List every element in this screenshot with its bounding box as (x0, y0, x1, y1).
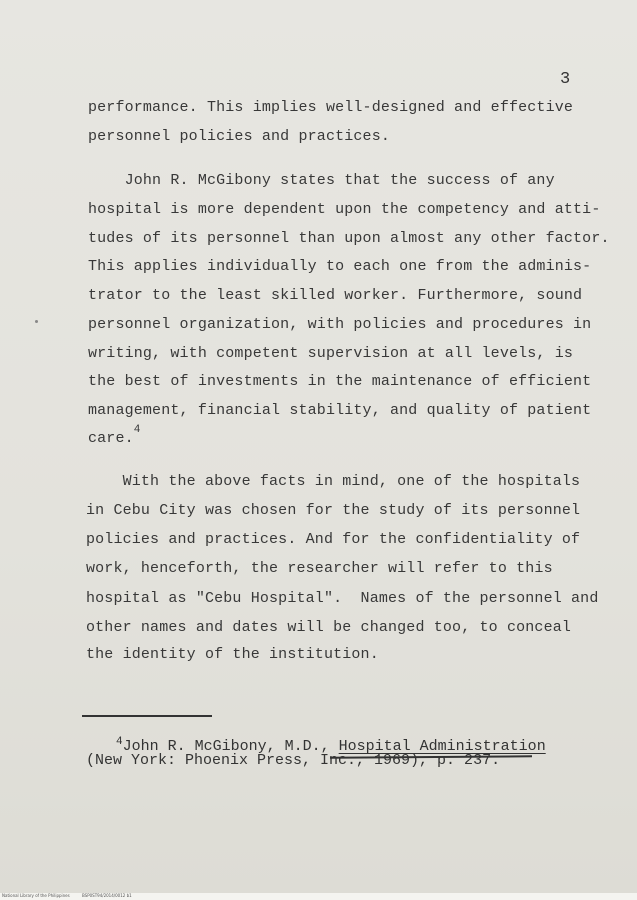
footnote-divider (82, 715, 212, 717)
page-number: 3 (560, 70, 571, 89)
scan-credit-library: National Library of the Philippines (2, 893, 70, 898)
scan-credit-code: BSP0ST94/2014/0012 b1 (82, 893, 132, 898)
paragraph-1-line-2: personnel policies and practices. (88, 128, 390, 145)
paragraph-3-line-7: the identity of the institution. (86, 646, 379, 663)
footnote-reference: 4 (133, 424, 141, 436)
paragraph-3-line-6: other names and dates will be changed too, to conceal (86, 619, 572, 636)
paragraph-1-line-1: performance. This implies well-designed and effective (88, 99, 574, 116)
paragraph-2-line-10 (88, 424, 141, 447)
paragraph-2-line-6: personnel organization, with policies and procedures in (88, 316, 592, 333)
footnote-author: John R. McGibony, M.D., (122, 738, 339, 755)
paragraph-2-line-9: management, financial stability, and quality of patient (88, 402, 592, 419)
paragraph-2-line-1: John R. McGibony states that the success of any (88, 172, 555, 189)
paragraph-2-line-2: hospital is more dependent upon the competency and atti- (88, 201, 601, 218)
paragraph-2-line-3: tudes of its personnel than upon almost any other factor. (88, 230, 610, 247)
footnote-marker: 4 (116, 736, 123, 748)
paper-speck (35, 320, 38, 323)
paragraph-2-line-4: This applies individually to each one from the adminis- (88, 258, 592, 275)
paragraph-2-line-7: writing, with competent supervision at all levels, is (88, 345, 574, 362)
paragraph-3-line-5: hospital as "Cebu Hospital". Names of the personnel and (86, 590, 599, 607)
paragraph-2-last-word: care. (88, 430, 134, 447)
paragraph-3-line-4: work, henceforth, the researcher will refer to this (86, 560, 553, 577)
footnote-book-title: Hospital Administration (338, 738, 546, 755)
paragraph-3-line-1: With the above facts in mind, one of the hospitals (86, 473, 581, 490)
paragraph-2-line-5: trator to the least skilled worker. Furthermore, sound (88, 287, 583, 304)
paragraph-2-line-8: the best of investments in the maintenance of efficient (88, 373, 592, 390)
paragraph-3-line-3: policies and practices. And for the confidentiality of (86, 531, 581, 548)
paragraph-3-line-2: in Cebu City was chosen for the study of its personnel (86, 502, 581, 519)
footnote-line-2: (New York: Phoenix Press, Inc., 1969), p. 237. (86, 752, 501, 769)
